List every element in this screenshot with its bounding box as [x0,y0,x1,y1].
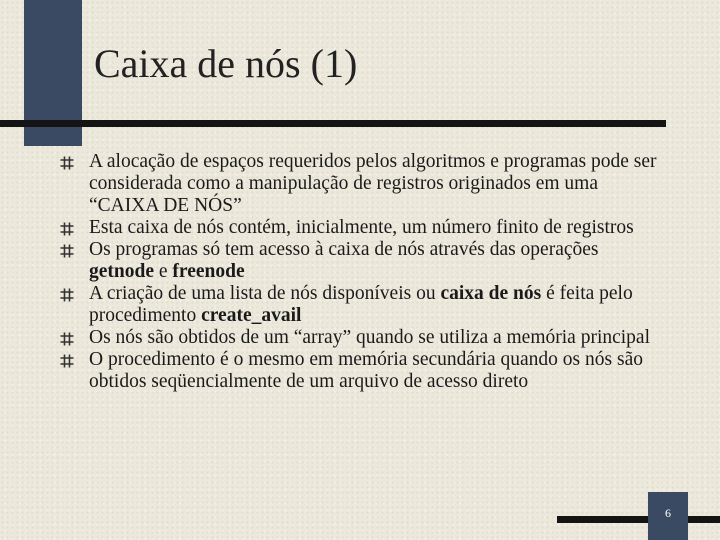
slide-title: Caixa de nós (1) [94,41,358,86]
bullet-item-6 [59,349,659,393]
footer-rule-line [557,516,720,523]
page-number: 6 [665,506,671,520]
bullet-item-2 [59,217,659,239]
bullet-bold-term: create_avail [201,305,302,326]
hash-bullet-icon [59,287,75,303]
bullet-text: é feita pelo procedimento [89,283,633,326]
bullet-text: A alocação de espaços requeridos pelos algoritmos e programas pode ser considerada como a manipulação de registros originados em uma “CAIXA DE NÓS” [89,151,657,216]
bullet-bold-term: getnode [89,261,154,282]
bullet-bold-term: freenode [172,261,245,282]
bullet-item-3 [59,239,659,283]
hash-bullet-icon [59,353,75,369]
bullet-list [59,151,659,393]
bullet-item-1 [59,151,659,217]
bullet-item-5 [59,327,659,349]
hash-bullet-icon [59,155,75,171]
bullet-bold-term: caixa de nós [440,283,542,304]
bullet-item-4 [59,283,659,327]
bullet-text: Os programas só tem acesso à caixa de nós através das operações [89,239,599,260]
hash-bullet-icon [59,243,75,259]
bullet-text: e [154,261,173,282]
hash-bullet-icon [59,331,75,347]
title-rule-line [0,120,666,127]
bullet-text: O procedimento é o mesmo em memória secundária quando os nós são obtidos seqüencialmente de um arquivo de acesso direto [89,349,643,392]
bullet-text: Os nós são obtidos de um “array” quando se utiliza a memória principal [89,327,651,348]
hash-bullet-icon [59,221,75,237]
bullet-text: Esta caixa de nós contém, inicialmente, um número finito de registros [89,217,634,238]
bullet-text: A criação de uma lista de nós disponíveis ou [89,283,441,304]
